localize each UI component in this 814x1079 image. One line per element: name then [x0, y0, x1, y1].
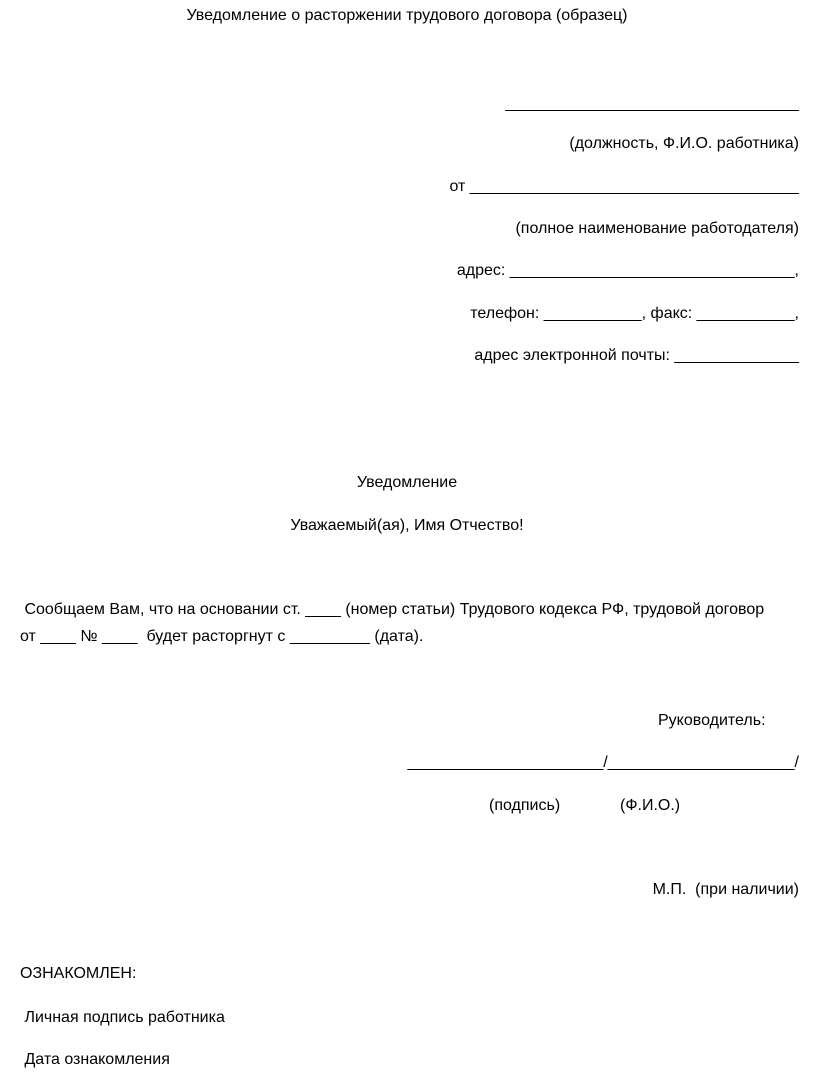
body-line-2: от ____ № ____ будет расторгнут с _________ (дата). [20, 628, 424, 645]
document-title: Уведомление о расторжении трудового договора (образец) [186, 7, 628, 24]
email-line: адрес электронной почты: ______________ [474, 347, 799, 364]
employer-caption: (полное наименование работодателя) [515, 220, 799, 237]
address-line: адрес: ________________________________, [456, 262, 799, 279]
employee-signature-label: Личная подпись работника [20, 1009, 225, 1026]
name-caption: (Ф.И.О.) [620, 797, 681, 814]
acknowledgement-date-label: Дата ознакомления [20, 1051, 170, 1068]
recipient-position-caption: (должность, Ф.И.О. работника) [569, 135, 799, 152]
body-line-1: Сообщаем Вам, что на основании ст. ____ (номер статьи) Трудового кодекса РФ, трудовой договор [20, 601, 765, 618]
acknowledgement-label: ОЗНАКОМЛЕН: [20, 965, 137, 982]
recipient-from-line: от _____________________________________ [449, 178, 799, 195]
recipient-blank-line: _________________________________ [505, 95, 799, 112]
notice-heading: Уведомление [356, 474, 458, 491]
signature-caption: (подпись) [489, 797, 561, 814]
signature-line: ______________________/_____________________/ [407, 754, 799, 771]
phone-fax-line: телефон: ___________, факс: ___________, [470, 305, 799, 322]
stamp-note: М.П. (при наличии) [652, 881, 799, 898]
manager-label: Руководитель: [658, 712, 766, 729]
greeting: Уважаемый(ая), Имя Отчество! [290, 517, 524, 534]
